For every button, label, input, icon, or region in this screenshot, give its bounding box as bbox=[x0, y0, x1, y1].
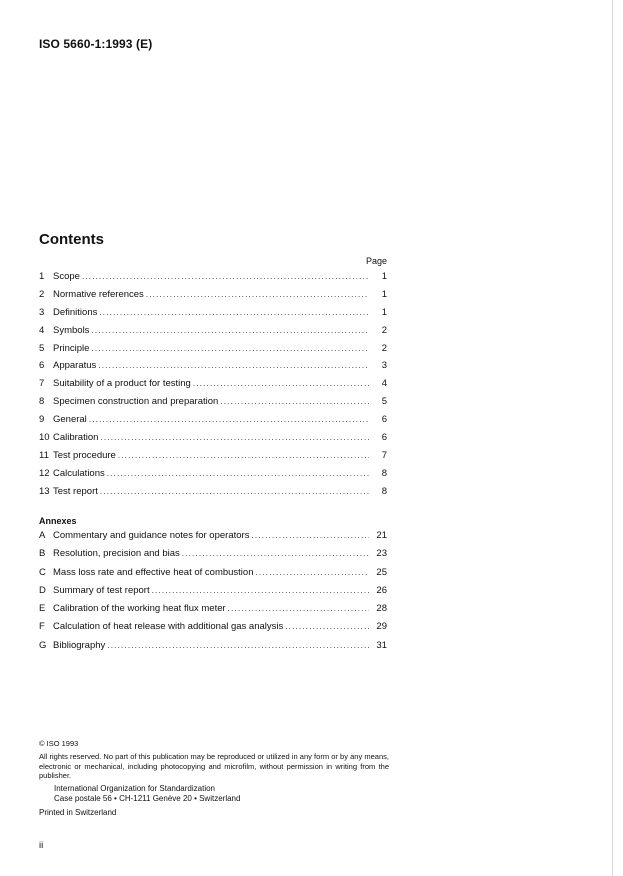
annex-entry-page: 26 bbox=[376, 584, 387, 596]
printed-in: Printed in Switzerland bbox=[39, 808, 117, 817]
toc-entry-page: 8 bbox=[381, 485, 387, 497]
annex-entry-page: 29 bbox=[376, 621, 387, 633]
toc-entry-number: 1 bbox=[39, 271, 45, 282]
toc-entry-title: Scope bbox=[53, 271, 80, 282]
annex-entry-page: 31 bbox=[376, 639, 387, 651]
toc-entry-title: Normative references bbox=[53, 288, 144, 300]
toc-entry-number: 5 bbox=[39, 342, 45, 354]
copyright-notice: © ISO 1993 bbox=[39, 739, 79, 748]
annex-entry-letter: D bbox=[39, 584, 46, 596]
annex-entry-letter: E bbox=[39, 603, 46, 615]
toc-entry[interactable] bbox=[39, 343, 387, 361]
annex-entry[interactable] bbox=[39, 567, 387, 585]
annex-entry-page: 21 bbox=[376, 530, 387, 541]
annex-entry[interactable] bbox=[39, 530, 387, 548]
contents-title: Contents bbox=[39, 231, 104, 248]
toc-leader-dots bbox=[107, 641, 369, 650]
annex-entry-title: Calibration of the working heat flux meter bbox=[53, 603, 226, 615]
toc-entry-number: 8 bbox=[39, 396, 45, 408]
toc-leader-dots bbox=[100, 487, 369, 496]
toc-leader-dots bbox=[107, 469, 369, 478]
toc-leader-dots bbox=[89, 415, 369, 424]
toc-leader-dots bbox=[118, 451, 369, 460]
toc-entry-title: Principle bbox=[53, 342, 90, 354]
annex-entry-title: Calculation of heat release with additional gas analysis bbox=[53, 621, 284, 633]
publisher-address bbox=[54, 784, 240, 804]
annex-entry-title: Bibliography bbox=[53, 639, 106, 651]
page-number: ii bbox=[39, 840, 44, 851]
toc-entry-page: 1 bbox=[381, 306, 387, 318]
annex-entry-page: 28 bbox=[376, 603, 387, 615]
toc-entry-page: 2 bbox=[381, 324, 387, 336]
toc-entry-title: Calibration bbox=[53, 432, 99, 444]
toc-leader-dots bbox=[228, 604, 369, 613]
publisher-name: International Organization for Standardization bbox=[54, 784, 215, 793]
toc-entry-title: Specimen construction and preparation bbox=[53, 396, 219, 408]
toc-entry-number: 7 bbox=[39, 378, 45, 390]
toc-leader-dots bbox=[285, 622, 369, 631]
annex-entry-title: Commentary and guidance notes for operators bbox=[53, 530, 250, 541]
toc-entry-number: 4 bbox=[39, 324, 45, 336]
page-column-label: Page bbox=[365, 256, 387, 266]
toc-entry-number: 10 bbox=[39, 432, 50, 444]
toc-leader-dots bbox=[91, 344, 369, 353]
toc-entry[interactable] bbox=[39, 289, 387, 307]
toc-entry-title: Calculations bbox=[53, 467, 105, 479]
annex-entry-title: Summary of test report bbox=[53, 584, 150, 596]
toc-entry-page: 5 bbox=[381, 396, 387, 408]
toc-leader-dots bbox=[98, 361, 369, 370]
toc-entry-page: 7 bbox=[381, 449, 387, 461]
toc-leader-dots bbox=[152, 586, 369, 595]
toc-entry-page: 1 bbox=[381, 288, 387, 300]
toc-entry-title: Test procedure bbox=[53, 449, 116, 461]
annex-entry-title: Resolution, precision and bias bbox=[53, 548, 180, 560]
toc-entry-number: 13 bbox=[39, 485, 50, 497]
toc-entry[interactable] bbox=[39, 360, 387, 378]
toc-entry-title: Symbols bbox=[53, 324, 90, 336]
toc-entry-title: Apparatus bbox=[53, 360, 97, 372]
annex-entry-letter: A bbox=[39, 530, 46, 541]
toc-entry-title: Suitability of a product for testing bbox=[53, 378, 191, 390]
contents-list bbox=[39, 271, 387, 504]
toc-entry-page: 3 bbox=[381, 360, 387, 372]
toc-entry-page: 6 bbox=[381, 432, 387, 444]
toc-entry-number: 11 bbox=[39, 449, 49, 461]
toc-leader-dots bbox=[146, 290, 369, 299]
toc-leader-dots bbox=[182, 549, 369, 558]
annex-entry-page: 25 bbox=[376, 566, 387, 578]
toc-entry[interactable] bbox=[39, 468, 387, 486]
toc-entry-page: 2 bbox=[381, 342, 387, 354]
toc-entry-title: Definitions bbox=[53, 306, 98, 318]
toc-entry[interactable] bbox=[39, 325, 387, 343]
toc-entry[interactable] bbox=[39, 414, 387, 432]
toc-entry-title: Test report bbox=[53, 485, 98, 497]
document-identifier: ISO 5660-1:1993 (E) bbox=[39, 37, 153, 51]
toc-entry[interactable] bbox=[39, 307, 387, 325]
toc-leader-dots bbox=[100, 433, 369, 442]
toc-entry-page: 6 bbox=[381, 414, 387, 426]
toc-entry-number: 9 bbox=[39, 414, 45, 426]
toc-entry[interactable] bbox=[39, 271, 387, 289]
toc-entry[interactable] bbox=[39, 396, 387, 414]
annex-entry-letter: F bbox=[39, 621, 45, 633]
annex-entry-page: 23 bbox=[376, 548, 387, 560]
annex-entry[interactable] bbox=[39, 585, 387, 603]
rights-statement: All rights reserved. No part of this publication may be reproduced or utilized in any form or by any means, electronic or mechanical, including photocopying and microfilm, without permission in writing from the publisher. bbox=[39, 752, 389, 780]
toc-leader-dots bbox=[99, 308, 369, 317]
annex-entry-title: Mass loss rate and effective heat of combustion bbox=[53, 566, 254, 578]
toc-entry-title: General bbox=[53, 414, 87, 426]
toc-entry-page: 4 bbox=[381, 378, 387, 390]
toc-entry-number: 2 bbox=[39, 288, 45, 300]
annex-entry-letter: G bbox=[39, 639, 47, 651]
annexes-list bbox=[39, 530, 387, 658]
toc-leader-dots bbox=[251, 531, 369, 540]
toc-entry-number: 3 bbox=[39, 306, 45, 318]
toc-entry[interactable] bbox=[39, 432, 387, 450]
toc-entry-page: 1 bbox=[381, 271, 387, 282]
toc-entry[interactable] bbox=[39, 486, 387, 504]
toc-leader-dots bbox=[193, 379, 369, 388]
publisher-postal: Case postale 56 • CH-1211 Genève 20 • Switzerland bbox=[54, 794, 241, 803]
toc-entry-page: 8 bbox=[381, 467, 387, 479]
annex-entry[interactable] bbox=[39, 640, 387, 658]
toc-entry[interactable] bbox=[39, 378, 387, 396]
page-edge-line bbox=[612, 0, 613, 876]
toc-entry-number: 12 bbox=[39, 467, 50, 479]
toc-leader-dots bbox=[82, 272, 369, 281]
annexes-heading: Annexes bbox=[39, 516, 77, 526]
toc-entry-number: 6 bbox=[39, 360, 45, 372]
toc-leader-dots bbox=[256, 568, 370, 577]
annex-entry[interactable] bbox=[39, 603, 387, 621]
toc-leader-dots bbox=[220, 397, 369, 406]
toc-entry[interactable] bbox=[39, 450, 387, 468]
annex-entry-letter: B bbox=[39, 548, 46, 560]
annex-entry[interactable] bbox=[39, 548, 387, 566]
toc-leader-dots bbox=[91, 326, 369, 335]
annex-entry[interactable] bbox=[39, 621, 387, 639]
annex-entry-letter: C bbox=[39, 566, 46, 578]
